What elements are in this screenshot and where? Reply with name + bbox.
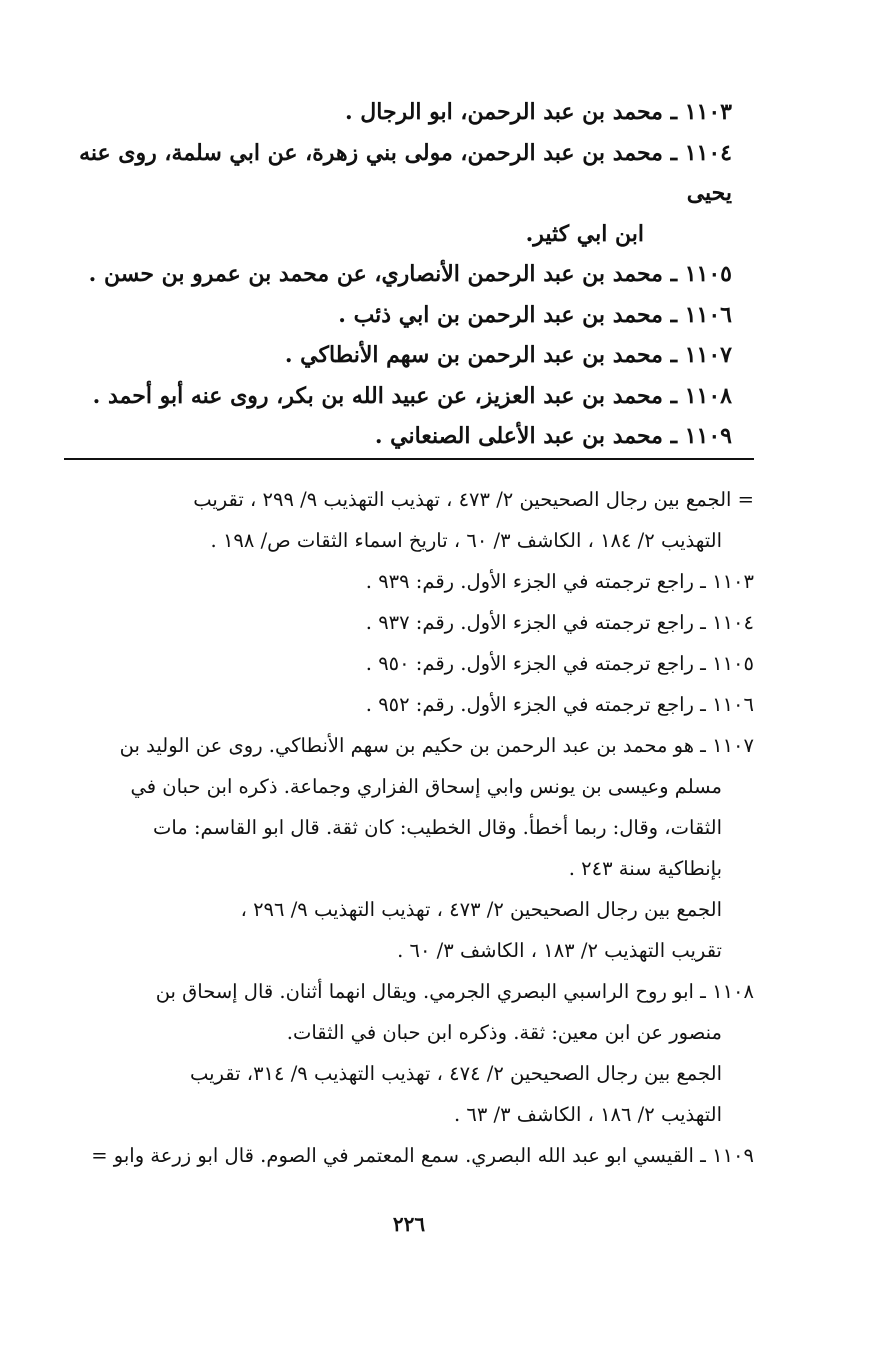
entry-1105	[64, 254, 732, 295]
entry-1108	[64, 376, 732, 417]
footnote-1104	[64, 602, 754, 643]
footnote-1103	[64, 561, 754, 602]
footnote-line: ١١٠٩ ـ القيسي ابو عبد الله البصري. سمع المعتمر في الصوم. قال ابو زرعة وابو =	[91, 1144, 754, 1167]
footnote-1107	[64, 725, 754, 889]
footnote-line-continued: منصور عن ابن معين: ثقة. وذكره ابن حبان في الثقات.	[286, 1021, 722, 1044]
footnote-line-continued: تقريب التهذيب ٢/ ١٨٣ ، الكاشف ٣/ ٦٠ .	[397, 939, 722, 962]
entry-1106	[64, 295, 732, 336]
entry-line: ١١٠٩ ـ محمد بن عبد الأعلى الصنعاني .	[374, 423, 732, 449]
footnote-1106	[64, 684, 754, 725]
footnote-divider	[64, 458, 754, 460]
entry-1109	[64, 416, 732, 457]
entry-1104	[64, 133, 732, 255]
footnote-line-continued: التهذيب ٢/ ١٨٤ ، الكاشف ٣/ ٦٠ ، تاريخ اسماء الثقات ص/ ١٩٨ .	[210, 529, 722, 552]
entry-line: ١١٠٤ ـ محمد بن عبد الرحمن، مولى بني زهرة، عن ابي سلمة، روى عنه يحيى	[79, 139, 732, 206]
footnotes	[64, 479, 754, 1176]
footnote-line: ١١٠٥ ـ راجع ترجمته في الجزء الأول. رقم: ٩٥٠ .	[365, 652, 754, 675]
entry-line-continued: ابن ابي كثير.	[525, 220, 644, 247]
entry-line: ١١٠٣ ـ محمد بن عبد الرحمن، ابو الرجال .	[344, 99, 732, 125]
footnote-line: الجمع بين رجال الصحيحين ٢/ ٤٧٣ ، تهذيب التهذيب ٩/ ٢٩٦ ،	[240, 898, 722, 921]
footnote-1105	[64, 643, 754, 684]
footnote-1108-references	[64, 1053, 754, 1135]
footnote-1109	[64, 1135, 754, 1176]
footnote-line: ١١٠٧ ـ هو محمد بن عبد الرحمن بن حكيم بن سهم الأنطاكي. روى عن الوليد بن	[119, 734, 754, 757]
entry-line: ١١٠٦ ـ محمد بن عبد الرحمن بن ابي ذئب .	[338, 301, 732, 328]
entry-line: ١١٠٧ ـ محمد بن عبد الرحمن بن سهم الأنطاكي .	[284, 342, 732, 368]
entry-1107	[64, 335, 732, 376]
page-number: ٢٢٦	[392, 1212, 426, 1236]
entry-1103	[64, 92, 732, 133]
footnote-line: = الجمع بين رجال الصحيحين ٢/ ٤٧٣ ، تهذيب التهذيب ٩/ ٢٩٩ ، تقريب	[193, 488, 754, 511]
footnote-1107-references	[64, 889, 754, 971]
footnote-line-continued: بإنطاكية سنة ٢٤٣ .	[568, 857, 722, 880]
footnote-line: ١١٠٣ ـ راجع ترجمته في الجزء الأول. رقم: ٩٣٩ .	[365, 570, 754, 593]
entry-line: ١١٠٨ ـ محمد بن عبد العزيز، عن عبيد الله بن بكر، روى عنه أبو أحمد .	[92, 382, 732, 409]
book-page	[64, 0, 764, 1346]
footnote-line-continued: الثقات، وقال: ربما أخطأ. وقال الخطيب: كان ثقة. قال ابو القاسم: مات	[153, 816, 722, 839]
main-entries	[64, 92, 732, 457]
footnote-line: ١١٠٤ ـ راجع ترجمته في الجزء الأول. رقم: ٩٣٧ .	[365, 611, 754, 634]
footnote-line: ١١٠٦ ـ راجع ترجمته في الجزء الأول. رقم: ٩٥٢ .	[365, 693, 754, 716]
footnote-carryover	[64, 479, 754, 561]
entry-line: ١١٠٥ ـ محمد بن عبد الرحمن الأنصاري، عن محمد بن عمرو بن حسن .	[88, 261, 732, 287]
footnote-1108	[64, 971, 754, 1053]
footnote-line-continued: التهذيب ٢/ ١٨٦ ، الكاشف ٣/ ٦٣ .	[453, 1103, 722, 1126]
footnote-line: ١١٠٨ ـ ابو روح الراسبي البصري الجرمي. ويقال انهما أثنان. قال إسحاق بن	[155, 980, 754, 1003]
footnote-line: الجمع بين رجال الصحيحين ٢/ ٤٧٤ ، تهذيب التهذيب ٩/ ٣١٤، تقريب	[189, 1062, 722, 1085]
footnote-line-continued: مسلم وعيسى بن يونس وابي إسحاق الفزاري وجماعة. ذكره ابن حبان في	[130, 775, 722, 798]
